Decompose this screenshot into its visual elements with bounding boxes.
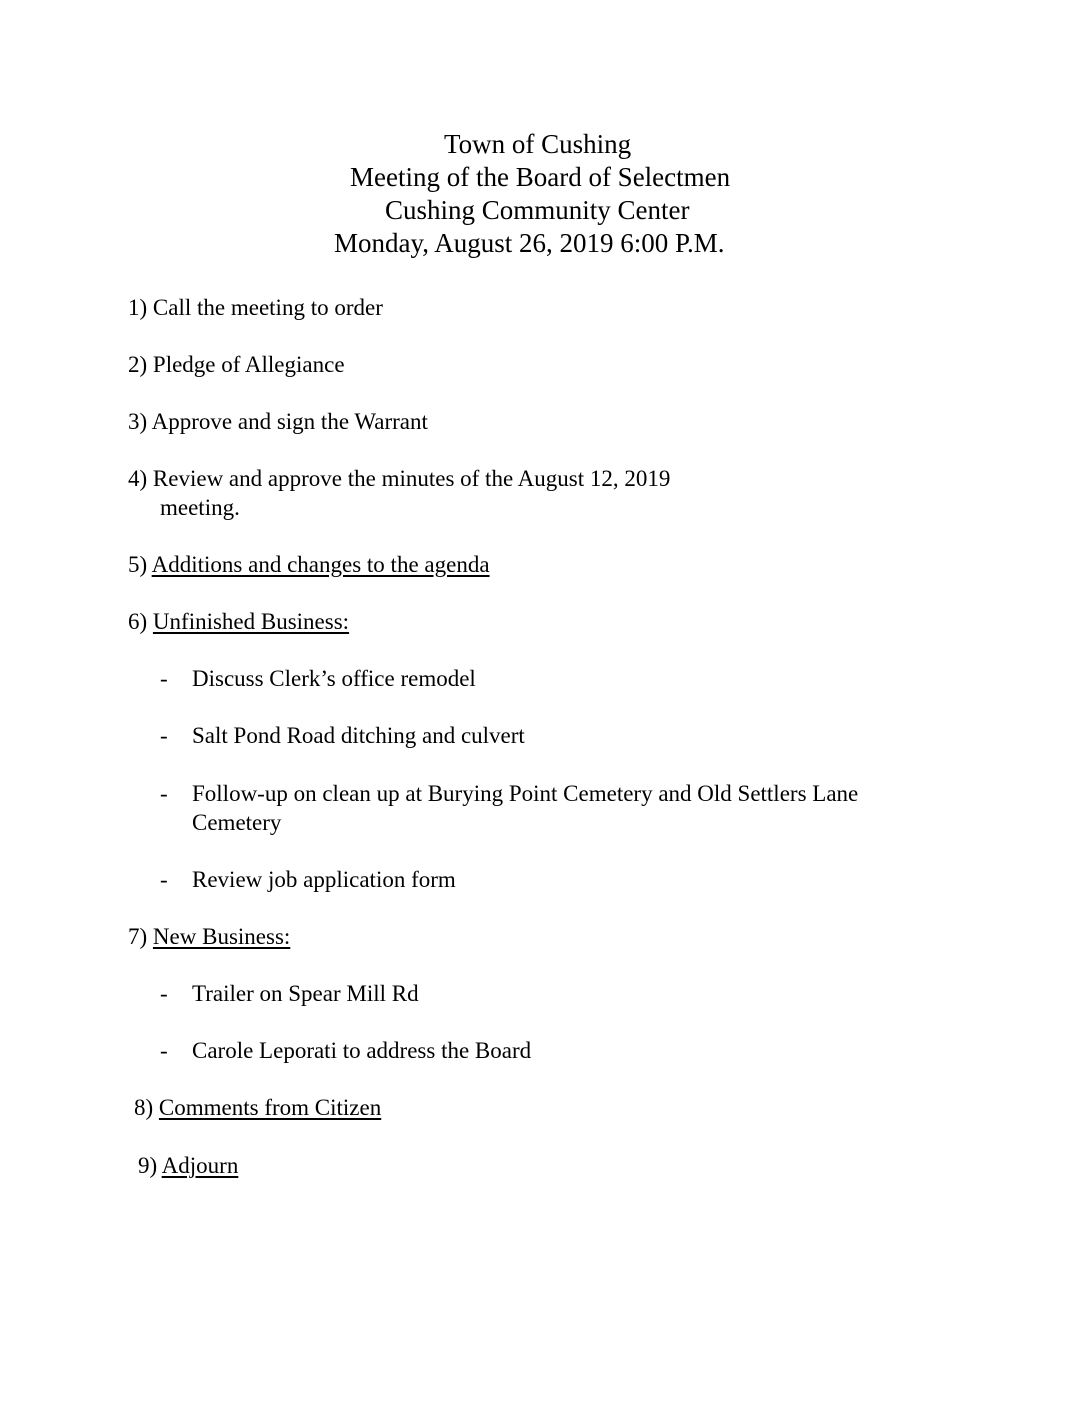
agenda-item-number: 5): [128, 552, 148, 577]
agenda-item-text: Pledge of Allegiance: [152, 352, 345, 377]
agenda-item-number: 2): [128, 352, 148, 377]
agenda-item-5: [128, 550, 490, 579]
town-title: Town of Cushing: [444, 129, 632, 159]
agenda-item-text: Unfinished Business:: [152, 609, 350, 634]
agenda-item-text: Additions and changes to the agenda: [151, 552, 490, 577]
agenda-item-text: Approve and sign the Warrant: [151, 409, 428, 434]
datetime-title: Monday, August 26, 2019 6:00 P.M.: [334, 228, 725, 258]
bullet-dash: -: [160, 781, 168, 806]
agenda-item-2: [128, 350, 345, 379]
agenda-item-6: [128, 607, 349, 636]
agenda-item-text: Review and approve the minutes of the August 12, 2019: [152, 466, 671, 491]
agenda-item-text: Comments from Citizen: [158, 1095, 382, 1120]
agenda-item-text: New Business:: [152, 924, 291, 949]
sub-item-cemetery-cleanup-continuation: Cemetery: [192, 810, 282, 835]
agenda-item-number: 8): [134, 1095, 154, 1120]
agenda-item-number: 9): [138, 1153, 158, 1178]
agenda-item-9: [138, 1151, 238, 1180]
agenda-item-text: Adjourn: [161, 1153, 239, 1178]
agenda-item-text: Call the meeting to order: [152, 295, 383, 320]
agenda-item-4: [128, 464, 670, 493]
agenda-item-8: [134, 1093, 381, 1122]
bullet-dash: -: [160, 1038, 168, 1063]
agenda-item-3: [128, 407, 428, 436]
agenda-item-number: 4): [128, 466, 148, 491]
agenda-item-number: 7): [128, 924, 148, 949]
location-title: Cushing Community Center: [385, 195, 690, 225]
sub-item-carole-leporati: Carole Leporati to address the Board: [192, 1038, 532, 1063]
bullet-dash: -: [160, 723, 168, 748]
sub-item-salt-pond: Salt Pond Road ditching and culvert: [192, 723, 525, 748]
agenda-item-number: 1): [128, 295, 148, 320]
agenda-item-4-continuation: meeting.: [160, 495, 240, 520]
bullet-dash: -: [160, 981, 168, 1006]
sub-item-clerk-remodel: Discuss Clerk’s office remodel: [192, 666, 476, 691]
sub-item-job-application: Review job application form: [192, 867, 456, 892]
sub-item-trailer: Trailer on Spear Mill Rd: [192, 981, 419, 1006]
meeting-title: Meeting of the Board of Selectmen: [350, 162, 731, 192]
sub-item-cemetery-cleanup: Follow-up on clean up at Burying Point Cemetery and Old Settlers Lane: [192, 781, 859, 806]
agenda-item-number: 3): [128, 409, 148, 434]
agenda-item-number: 6): [128, 609, 148, 634]
agenda-item-7: [128, 922, 290, 951]
agenda-item-1: [128, 293, 383, 322]
bullet-dash: -: [160, 867, 168, 892]
bullet-dash: -: [160, 666, 168, 691]
